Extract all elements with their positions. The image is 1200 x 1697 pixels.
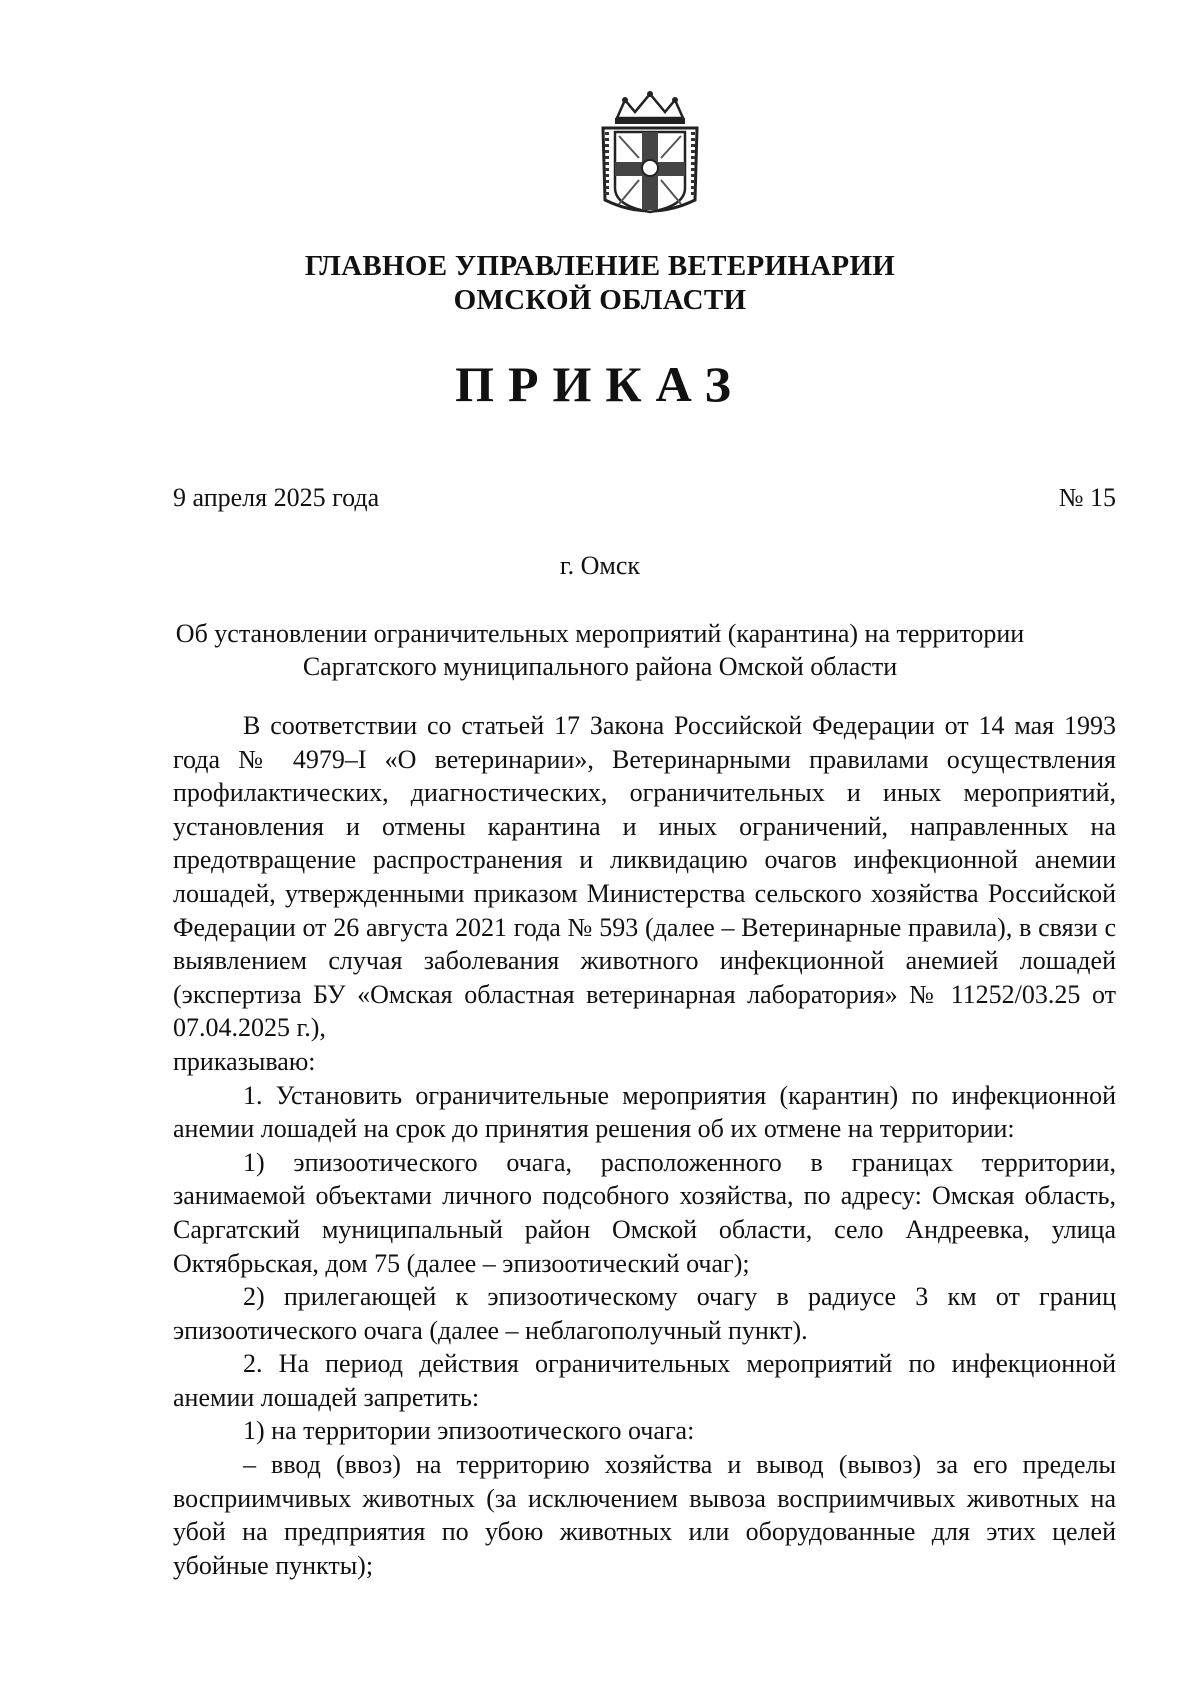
document-body [173,709,1116,1582]
clause-2-item-1: 1) на территории эпизоотического очага: [243,1416,695,1446]
clause-2-item-1-subitem: – ввод (ввоз) на территорию хозяйства и вывод (вывоз) за его пределы восприимчивых животных (за исключением вывоза восприимчивых животных на убой на предприятия по убою животных или оборудованные для этих целей убойные пункты); [173,1450,1116,1580]
order-word: приказываю: [173,1046,316,1076]
document-date: 9 апреля 2025 года [173,483,380,512]
document-number: № 15 [1058,483,1116,512]
clause-1: 1. Установить ограничительные мероприятия (карантин) по инфекционной анемии лошадей на срок до принятия решения об их отмене на территории: [173,1080,1116,1144]
clause-2: 2. На период действия ограничительных мероприятий по инфекционной анемии лошадей запретить: [173,1349,1116,1412]
preamble-paragraph: В соответствии со статьей 17 Закона Российской Федерации от 14 мая 1993 года № 4979–I «О ветеринарии», Ветеринарными правилами осуществления профилактических, диагностических, ограничительных и иных мероприятий, установления и отмены карантина и иных ограничений, направленных на предотвращение распространения и ликвидацию очагов инфекционной анемии лошадей, утвержденными приказом Министерства сельского хозяйства Российской Федерации от 26 августа 2021 года № 593 (далее – Ветеринарные правила), в связи с выявлением случая заболевания животного инфекционной анемией лошадей (экспертиза БУ «Омская областная ветеринарная лаборатория» № 11252/03.25 от 07.04.2025 г.), [173,711,1116,1043]
subject-line1: Об установлении ограничительных мероприятий (карантина) на территории [175,619,1025,648]
subject-line2: Саргатского муниципального района Омской области [302,652,898,681]
coat-of-arms-emblem [595,88,705,218]
organization-name-line1: ГЛАВНОЕ УПРАВЛЕНИЕ ВЕТЕРИНАРИИ [304,250,896,282]
document-subject [150,617,1050,683]
document-city: г. Омск [559,551,641,580]
document-type-title: ПРИКАЗ [455,356,745,412]
organization-name-line2: ОМСКОЙ ОБЛАСТИ [453,284,747,316]
clause-1-item-2: 2) прилегающей к эпизоотическому очагу в радиусе 3 км от границ эпизоотического очага (далее – неблагополучный пункт). [173,1282,1116,1345]
clause-1-item-1: 1) эпизоотического очага, расположенного в границах территории, занимаемой объектами личного подсобного хозяйства, по адресу: Омская область, Саргатский муниципальный район Омской области, село Андреевка, улица Октябрьская, дом 75 (далее – эпизоотический очаг); [173,1147,1116,1278]
